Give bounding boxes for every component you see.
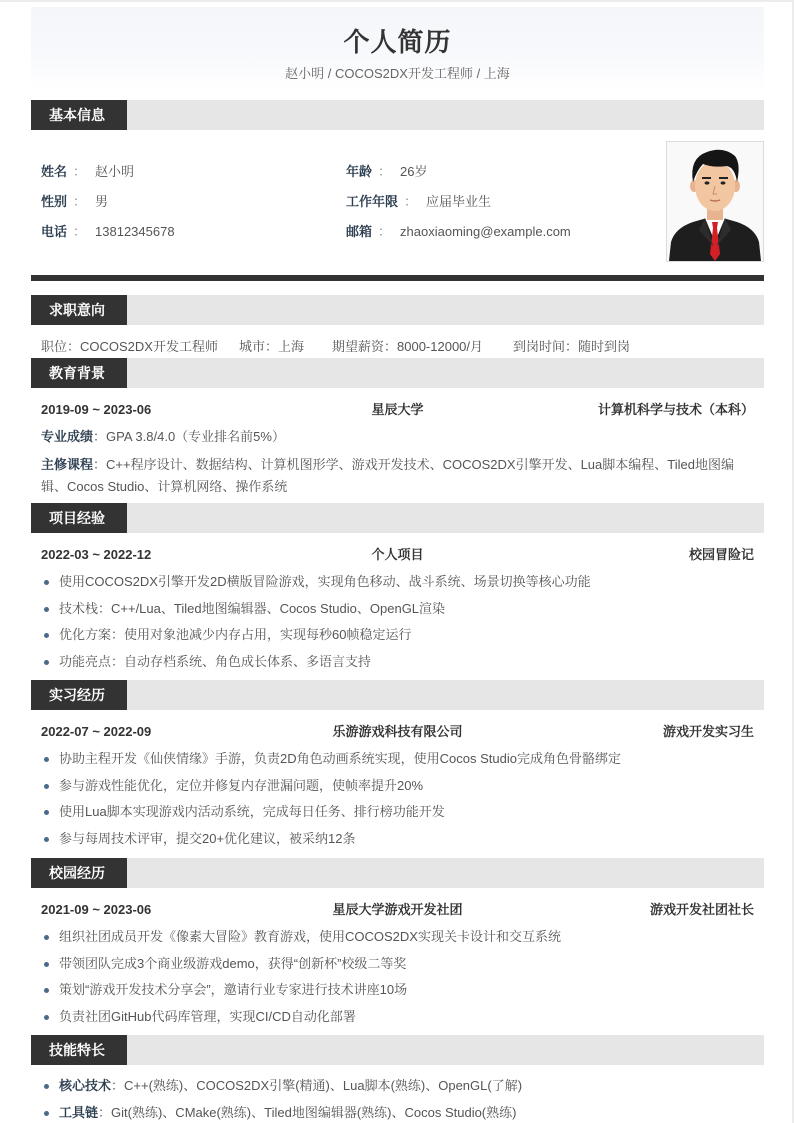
info-value: 13812345678: [95, 224, 175, 239]
list-item: 优化方案：使用对象池减少内存占用，实现每秒60帧稳定运行: [41, 622, 754, 649]
internship-role: 游戏开发实习生: [662, 724, 754, 739]
section-header-education: [31, 358, 764, 388]
list-item: 功能亮点：自动存档系统、角色成长体系、多语言支持: [41, 649, 754, 676]
info-value: 赵小明: [95, 164, 135, 179]
campus-date: 2021-09 ~ 2023-06: [41, 902, 152, 917]
skill-label: 工具链: [59, 1104, 99, 1120]
list-item: 负责社团GitHub代码库管理，实现CI/CD自动化部署: [41, 1004, 754, 1031]
info-colon: ：: [404, 194, 418, 209]
courses-value: C++程序设计、数据结构、计算机图形学、游戏开发技术、COCOS2DX引擎开发、Lua脚本编程、Tiled地图编辑、Cocos Studio、计算机网络、操作系统: [41, 457, 734, 494]
info-row-email: [346, 217, 571, 247]
section-title: 教育背景: [31, 358, 127, 388]
courses-label: 主修课程: [41, 457, 94, 472]
skill-label: 核心技术: [59, 1078, 112, 1093]
info-row-gender: [41, 187, 175, 217]
list-item: 组织社团成员开发《像素大冒险》教育游戏，使用COCOS2DX实现关卡设计和交互系统: [41, 924, 754, 951]
campus-role: 游戏开发社团社长: [649, 902, 754, 917]
list-item: 参与游戏性能优化，定位并修复内存泄漏问题，使帧率提升20%: [41, 773, 754, 800]
skills: [31, 1073, 764, 1123]
list-item: 策划“游戏开发技术分享会”，邀请行业专家进行技术讲座10场: [41, 977, 754, 1004]
info-label: 性别: [41, 194, 68, 209]
intent-position: 职位：COCOS2DX开发工程师: [41, 339, 218, 354]
list-item: 参与每周技术评审，提交20+优化建议，被采纳12条: [41, 826, 754, 853]
section-header-internship: [31, 680, 764, 710]
section-title: 求职意向: [31, 295, 127, 325]
basic-info-right: [346, 157, 571, 247]
section-title: 实习经历: [31, 680, 127, 710]
education-courses: [41, 454, 757, 498]
skills-list: [41, 1073, 754, 1123]
list-item: 协助主程开发《仙侠情缘》手游，负责2D角色动画系统实现，使用Cocos Studio完成角色骨骼绑定: [41, 746, 754, 773]
section-header-campus: [31, 858, 764, 888]
intent-salary: 期望薪资：8000-12000/月: [332, 339, 484, 354]
info-label: 电话: [41, 224, 68, 239]
campus-bullets: [41, 924, 754, 1030]
section-title: 基本信息: [31, 100, 127, 130]
education-gpa: [41, 426, 754, 448]
campus-org: 星辰大学游戏开发社团: [332, 902, 463, 917]
education-row: [41, 399, 754, 421]
campus: [31, 899, 764, 1030]
project-row: [41, 544, 754, 566]
skill-value: Git(熟练)、CMake(熟练)、Tiled地图编辑器(熟练)、Cocos Studio(熟练): [111, 1104, 517, 1120]
project-bullets: [41, 569, 754, 675]
avatar-photo: [666, 141, 764, 262]
section-title: 校园经历: [31, 858, 127, 888]
education-school: 星辰大学: [371, 402, 424, 417]
education-major: 计算机科学与技术（本科）: [597, 402, 754, 417]
skill-item-core: [41, 1073, 754, 1100]
section-header-skills: [31, 1035, 764, 1065]
skill-value: C++(熟练)、COCOS2DX引擎(精通)、Lua脚本(熟练)、OpenGL(了解): [124, 1078, 523, 1093]
section-header-job-intention: [31, 295, 764, 325]
gpa-colon: ：: [93, 429, 107, 444]
info-colon: ：: [73, 224, 87, 239]
campus-row: [41, 899, 754, 921]
internship: [31, 721, 764, 852]
section-title: 技能特长: [31, 1035, 127, 1065]
info-colon: ：: [378, 224, 392, 239]
section-title: 项目经验: [31, 503, 127, 533]
basic-info: [31, 130, 764, 275]
project-org: 个人项目: [371, 547, 424, 562]
list-item: 使用COCOS2DX引擎开发2D横版冒险游戏，实现角色移动、战斗系统、场景切换等核心功能: [41, 569, 754, 596]
info-value: 26岁: [400, 164, 428, 179]
resume-header: [31, 7, 764, 90]
info-row-phone: [41, 217, 175, 247]
skill-colon: ：: [98, 1104, 112, 1120]
section-header-basic-info: [31, 100, 764, 130]
internship-company: 乐游游戏科技有限公司: [332, 724, 463, 739]
info-row-experience: [346, 187, 571, 217]
page-subtitle: 赵小明 / COCOS2DX开发工程师 / 上海: [285, 66, 510, 81]
section-header-projects: [31, 503, 764, 533]
info-colon: ：: [73, 194, 87, 209]
internship-date: 2022-07 ~ 2022-09: [41, 724, 152, 739]
projects: [31, 544, 764, 675]
info-label: 邮箱: [346, 224, 373, 239]
info-label: 工作年限: [346, 194, 399, 209]
gpa-label: 专业成绩: [41, 429, 94, 444]
info-label: 年龄: [346, 164, 373, 179]
info-colon: ：: [378, 164, 392, 179]
education: [31, 399, 764, 498]
page-title: 个人简历: [343, 27, 452, 57]
project-name: 校园冒险记: [688, 547, 754, 562]
person-portrait-icon: [667, 142, 763, 261]
intent-availability: 到岗时间：随时到岗: [513, 339, 631, 354]
info-colon: ：: [73, 164, 87, 179]
info-value: 男: [95, 194, 109, 209]
list-item: 带领团队完成3个商业级游戏demo，获得“创新杯”校级二等奖: [41, 951, 754, 978]
list-item: 技术栈：C++/Lua、Tiled地图编辑器、Cocos Studio、OpenGL渲染: [41, 596, 754, 623]
skill-item-tools: [41, 1100, 754, 1123]
basic-info-left: [41, 157, 175, 247]
info-row-age: [346, 157, 571, 187]
list-item: 使用Lua脚本实现游戏内活动系统，完成每日任务、排行榜功能开发: [41, 799, 754, 826]
gpa-value: GPA 3.8/4.0（专业排名前5%）: [106, 429, 285, 444]
info-value: 应届毕业生: [426, 194, 492, 209]
skill-colon: ：: [111, 1078, 125, 1093]
internship-bullets: [41, 746, 754, 852]
courses-colon: ：: [93, 457, 107, 472]
section-divider: [31, 275, 764, 281]
info-row-name: [41, 157, 175, 187]
intent-city: 城市：上海: [239, 339, 305, 354]
info-value[interactable]: zhaoxiaoming@example.com: [400, 224, 571, 239]
job-intention: [31, 336, 764, 358]
education-date: 2019-09 ~ 2023-06: [41, 402, 152, 417]
internship-row: [41, 721, 754, 743]
info-label: 姓名: [41, 164, 68, 179]
project-date: 2022-03 ~ 2022-12: [41, 547, 152, 562]
